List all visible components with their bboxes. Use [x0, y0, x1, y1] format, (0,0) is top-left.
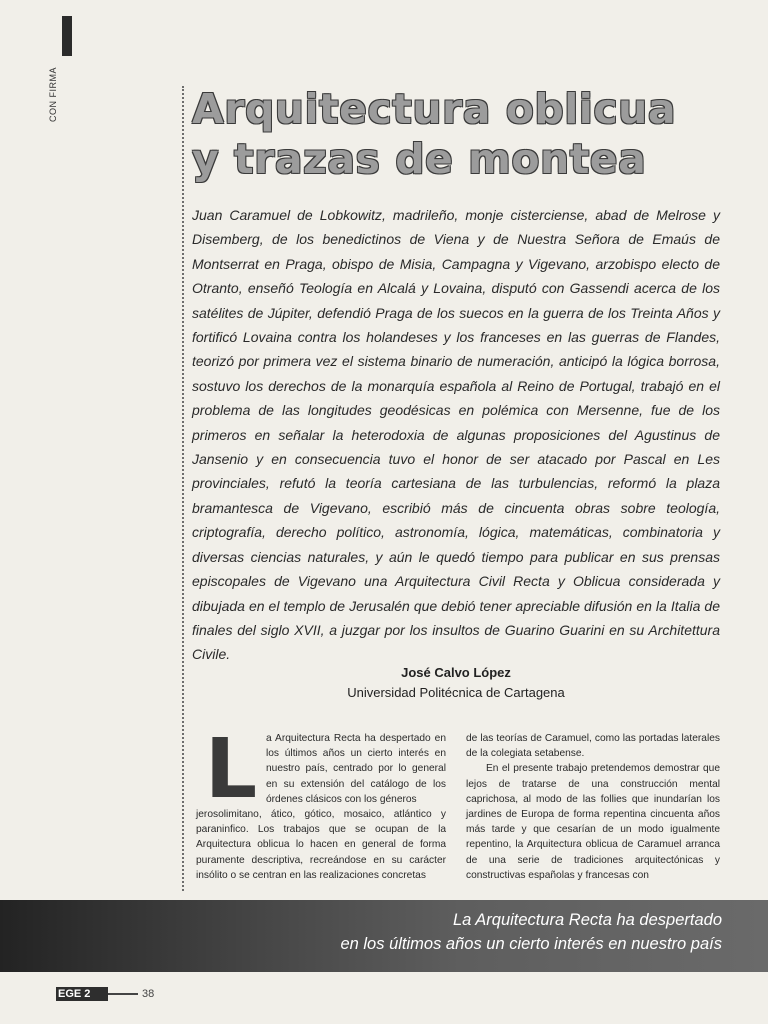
pull-quote-line-1: La Arquitectura Recta ha despertado — [452, 911, 722, 929]
pull-quote — [122, 908, 722, 956]
col1-indented-text: a Arquitectura Recta ha despertado en los últimos años un cierto interés en nuestro país, centrado por lo general en su extensión del catálogo de los órdenes clásicos con los géneros — [266, 733, 446, 805]
section-marker-bar — [62, 16, 72, 56]
col1-text: jerosolimitano, ático, gótico, mosaico, atlántico y paraninfico. Los trabajos que se ocupan de la Arquitectura oblicua lo hacen en general de forma puramente descriptiva, recreándose en su carácter insólito o se centran en las realizaciones concretas — [196, 809, 446, 881]
section-label: CON FIRMA — [48, 67, 58, 122]
author-block — [192, 663, 720, 703]
footer-rule — [108, 993, 138, 995]
footer-journal-name: EGE 2 — [58, 988, 91, 1000]
col2-paragraph-1: de las teorías de Caramuel, como las portadas laterales de la colegiata setabense. — [466, 733, 720, 760]
article-title — [192, 84, 752, 184]
body-column-1 — [196, 731, 446, 883]
author-name: José Calvo López — [401, 665, 511, 680]
article-abstract: Juan Caramuel de Lobkowitz, madrileño, monje cisterciense, abad de Melrose y Disemberg, de los benedictinos de Viena y de Nuestra Señora de Emaús de Montserrat en Praga, obispo de Misia, Campagna y Vigevano, arzobispo electo de Otranto, enseñó Teología en Alcalá y Lovaina, disputó con Gassendi acerca de los satélites de Júpiter, defendió Praga de los suecos en la guerra de los Treinta Años y fortificó Lovaina contra los holandeses y los franceses en las guerras de Flandes, teorizó por primera vez el sistema binario de numeración, anticipó la lógica borrosa, sostuvo los derechos de la monarquía española al Reino de Portugal, trabajó en el problema de las longitudes geodésicas en polémica con Mersenne, fue de los primeros en señalar la heterodoxia de algunas proposiciones del Agustinus de Jansenio y en consecuencia tuvo el honor de ser atacado por Pascal en Les provinciales, refutó la teoría cartesiana de las turbulencias, reformó la plaza bramantesca de Vigevano, escribió más de cincuenta obras sobre teología, criptografía, derecho político, astronomía, lógica, matemáticas, combinatoria y diversas ciencias naturales, y aún le quedó tiempo para publicar en sus prensas episcopales de Vigevano una Arquitectura Civil Recta y Oblicua considerada y dibujada en el templo de Jerusalén que debió tener apreciable difusión en la Italia de finales del siglo XVII, a juzgar por los insultos de Guarino Guarini en su Architettura Civile. — [192, 207, 720, 663]
body-column-2 — [466, 731, 720, 883]
col2-paragraph-2: En el presente trabajo pretendemos demostrar que lejos de tratarse de una construcción mental caprichosa, al modo de las follies que inundarían los jardines de Europa de forma repentina cincuenta años más tarde y que cesarían de un modo igualmente repentino, la Arquitectura oblicua de Caramuel arranca de una serie de tradiciones arquitectónicas y constructivas españolas y francesas con — [466, 763, 720, 881]
title-line-2: y trazas de montea — [192, 135, 647, 183]
dotted-margin-rule — [182, 86, 184, 891]
drop-cap-letter: L — [204, 733, 258, 803]
title-line-1: Arquitectura oblicua — [192, 85, 676, 133]
pull-quote-line-2: en los últimos años un cierto interés en nuestro país — [340, 935, 722, 953]
author-affiliation: Universidad Politécnica de Cartagena — [347, 685, 565, 700]
page-number: 38 — [142, 988, 155, 1000]
